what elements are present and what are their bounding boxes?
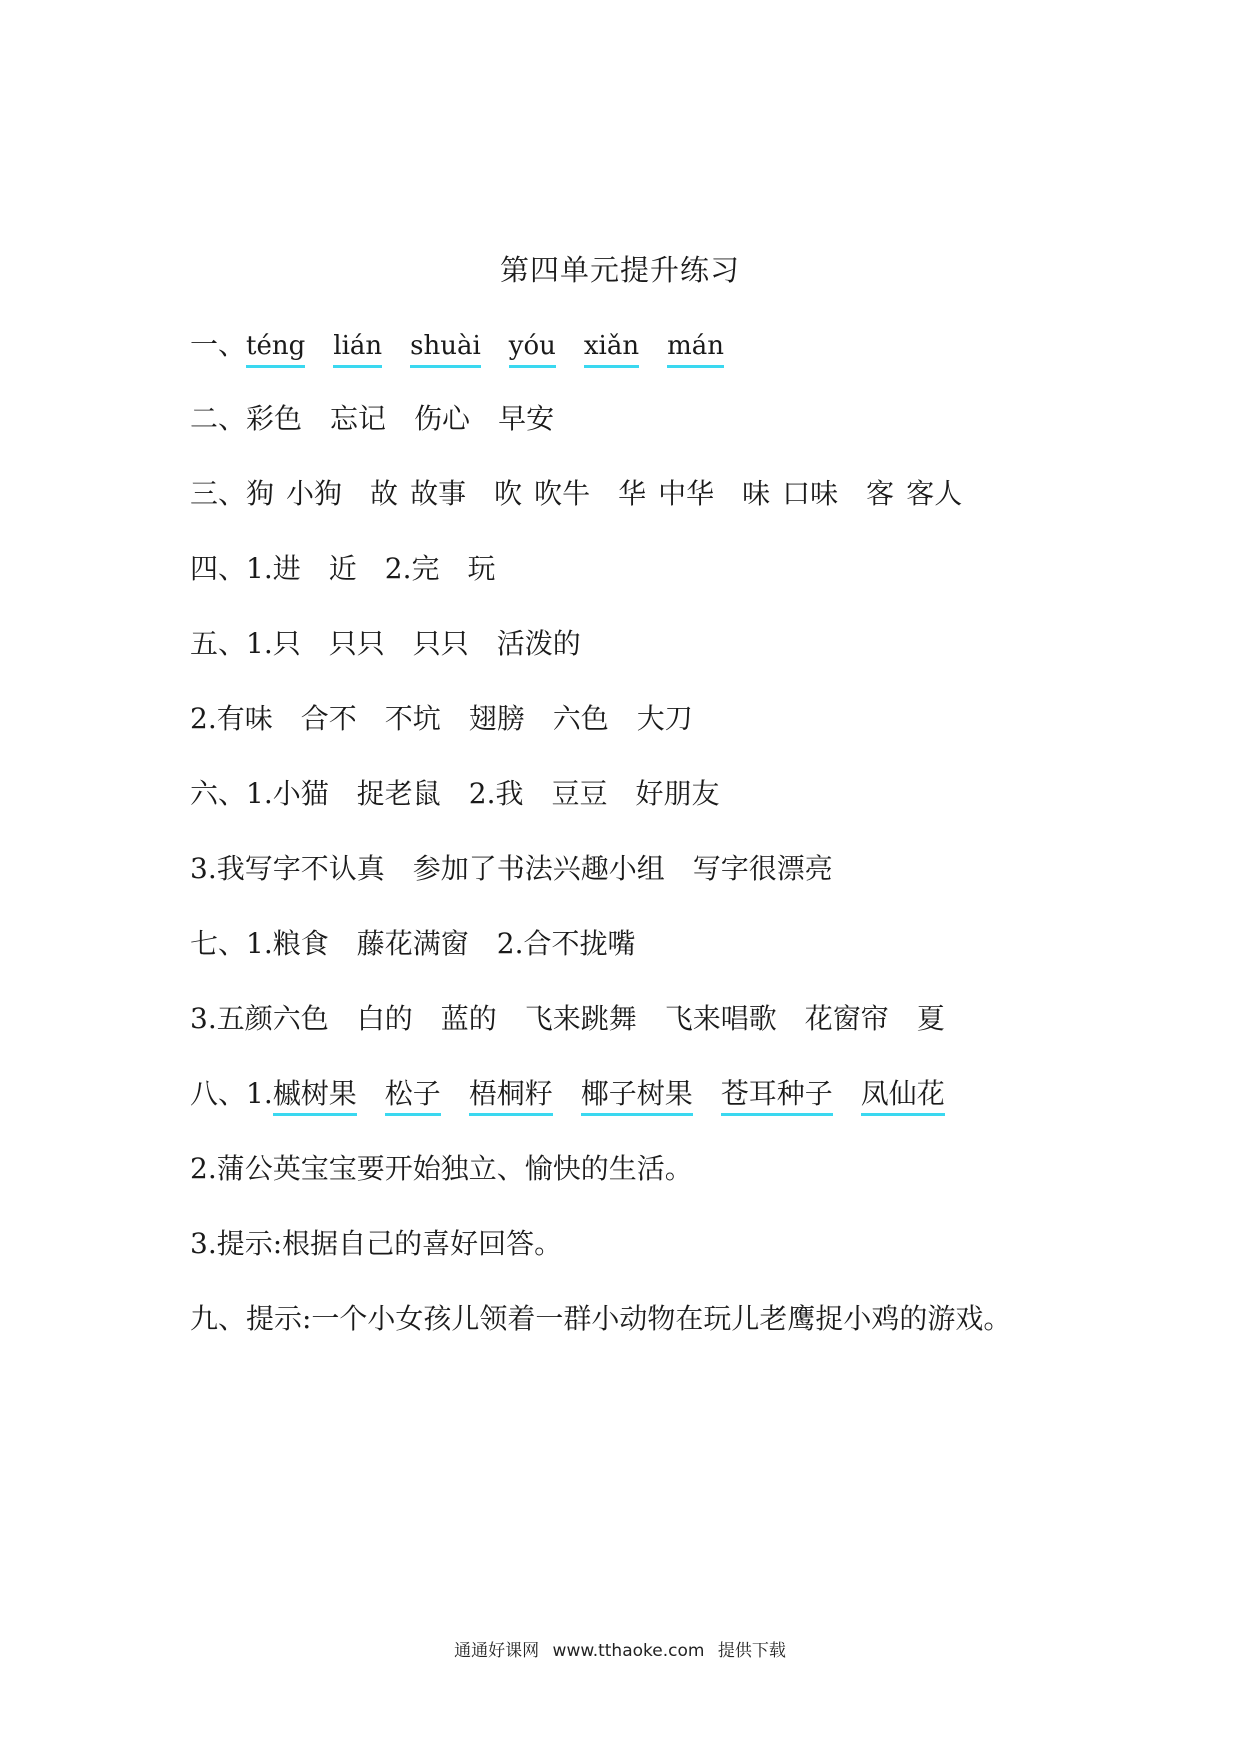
answer-item: 合不 (300, 702, 357, 735)
answer-item: 玩 (467, 552, 496, 585)
answer-item: 藤花满窗 (356, 927, 469, 960)
answer-item: 捉老鼠 (356, 777, 441, 810)
footer-site-name: 通通好课网 (454, 1641, 540, 1661)
answer-item: 花窗帘 (804, 1002, 889, 1035)
pinyin-answer: mán (667, 329, 724, 368)
answer-item: 故 (370, 477, 399, 510)
section-prefix: 七、 (190, 927, 247, 960)
section-prefix: 三、 (190, 477, 247, 510)
section-prefix: 四、 (190, 552, 247, 585)
answer-item: 参加了书法兴趣小组 (412, 852, 665, 885)
answer-line-10 (190, 999, 945, 1039)
footer (0, 1636, 1240, 1661)
answer-item: 彩色 (246, 402, 303, 435)
answer-item: 口味 (782, 477, 839, 510)
answer-line-13: 3.提示:根据自己的喜好回答。 (190, 1227, 563, 1260)
answer-line-12: 2.蒲公英宝宝要开始独立、愉快的生活。 (190, 1152, 693, 1185)
answer-item: 飞来跳舞 (524, 1002, 637, 1035)
answer-line-2 (190, 399, 554, 439)
answer-line-5 (190, 624, 581, 664)
answer-item: 2.合不拢嘴 (496, 927, 636, 960)
underlined-answer: 凤仙花 (861, 1077, 945, 1116)
answer-line-11 (190, 1074, 945, 1116)
answer-item: 豆豆 (551, 777, 608, 810)
answer-item: 蓝的 (440, 1002, 497, 1035)
answer-item: 客 (866, 477, 895, 510)
answer-item: 客人 (906, 477, 963, 510)
page-title: 第四单元提升练习 (499, 253, 740, 287)
answer-item: 吹 (494, 477, 523, 510)
pinyin-answer: lián (333, 329, 382, 368)
answer-item: 2.有味 (190, 702, 273, 735)
answer-item: 2.完 (384, 552, 440, 585)
answer-item: 华 (618, 477, 647, 510)
answer-item: 味 (742, 477, 771, 510)
answer-line-8 (190, 849, 833, 889)
answer-item: 好朋友 (635, 777, 720, 810)
underlined-answer: 槭树果 (273, 1077, 357, 1116)
underlined-answer: 苍耳种子 (721, 1077, 833, 1116)
answer-line-3 (190, 474, 962, 514)
answer-item: 只只 (412, 627, 469, 660)
answer-item: 不坑 (384, 702, 441, 735)
footer-suffix: 提供下载 (717, 1641, 786, 1661)
answer-item: 近 (328, 552, 357, 585)
answer-item: 飞来唱歌 (664, 1002, 777, 1035)
answer-item: 翅膀 (468, 702, 525, 735)
answer-item: 吹牛 (534, 477, 591, 510)
answer-item: 1.粮食 (246, 927, 329, 960)
answer-item: 忘记 (330, 402, 387, 435)
answer-item: 1.进 (246, 552, 301, 585)
answer-item: 小狗 (286, 477, 343, 510)
answer-item: 中华 (658, 477, 715, 510)
section-prefix: 八、1. (190, 1077, 273, 1110)
section-prefix: 一、 (190, 328, 247, 361)
pinyin-answer: shuài (410, 329, 481, 368)
answer-item: 大刀 (636, 702, 693, 735)
answer-line-4 (190, 549, 495, 589)
answer-line-1 (190, 325, 724, 368)
answer-item: 1.只 (246, 627, 301, 660)
answer-item: 六色 (552, 702, 609, 735)
answer-item: 白的 (356, 1002, 413, 1035)
answer-line-6 (190, 699, 693, 739)
section-prefix: 五、 (190, 627, 247, 660)
answer-item: 故事 (410, 477, 467, 510)
section-prefix: 二、 (190, 402, 247, 435)
answer-line-14: 九、提示:一个小女孩儿领着一群小动物在玩儿老鹰捉小鸡的游戏。 (190, 1302, 1012, 1335)
pinyin-answer: yóu (509, 329, 556, 368)
pinyin-answer: téng (246, 329, 305, 368)
answer-item: 活泼的 (496, 627, 581, 660)
answer-item: 夏 (916, 1002, 945, 1035)
underlined-answer: 椰子树果 (581, 1077, 693, 1116)
answer-item: 3.五颜六色 (190, 1002, 329, 1035)
answer-item: 1.小猫 (246, 777, 329, 810)
answer-item: 伤心 (414, 402, 471, 435)
answer-item: 早安 (498, 402, 555, 435)
answer-item: 写字很漂亮 (692, 852, 833, 885)
answer-item: 狗 (246, 477, 275, 510)
answer-item: 只只 (328, 627, 385, 660)
section-prefix: 六、 (190, 777, 247, 810)
answer-item: 2.我 (468, 777, 524, 810)
answer-line-7 (190, 774, 720, 814)
underlined-answer: 梧桐籽 (469, 1077, 553, 1116)
footer-url-link[interactable]: www.tthaoke.com (552, 1641, 705, 1661)
underlined-answer: 松子 (385, 1077, 441, 1116)
pinyin-answer: xiǎn (584, 329, 639, 368)
answer-line-9 (190, 924, 635, 964)
answer-item: 3.我写字不认真 (190, 852, 385, 885)
